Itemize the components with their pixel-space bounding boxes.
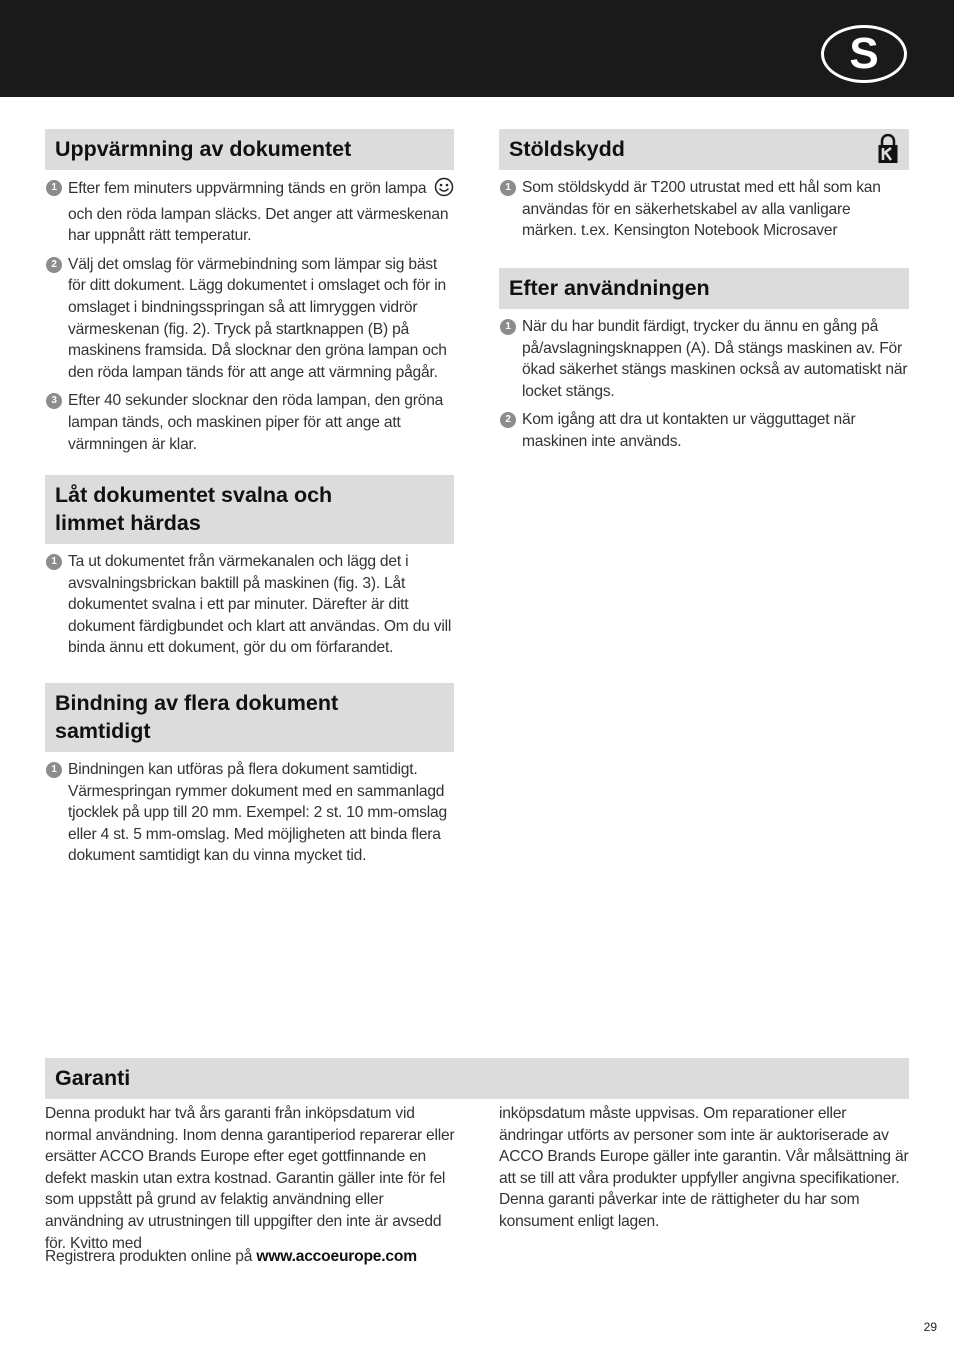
step-number: 1: [500, 319, 516, 335]
item-text-continued: och den röda lampan släcks. Det anger att värmeskenan har uppnått rätt temperatur.: [68, 205, 449, 245]
item-text: Efter fem minuters uppvärmning tänds en grön lampa: [68, 180, 427, 197]
step-number: 3: [46, 393, 62, 409]
section-title: Uppvärmning av dokumentet: [45, 129, 454, 170]
section-after: [499, 268, 909, 453]
list-item: [45, 551, 454, 659]
step-number: 1: [46, 554, 62, 570]
list-item: [499, 177, 909, 242]
list-item: [499, 316, 909, 402]
section-title-text: Stöldskydd: [509, 137, 625, 161]
section-warmup: [45, 129, 454, 455]
item-text: Ta ut dokumentet från värmekanalen och lägg det i avsvalningsbrickan baktill på maskinen (fig. 3). Låt dokumentet svalna i ett par minuter. Därefter är ditt dokument färdigbundet och klart att användas. Om du vill binda ännu ett dokument, gör du om förfarandet.: [68, 553, 452, 657]
section-multi: [45, 683, 454, 867]
list-item: [45, 759, 454, 867]
list-item: [45, 177, 454, 247]
page-number: 29: [923, 1320, 937, 1334]
section-warranty: [45, 1058, 909, 1265]
section-theft: [499, 129, 909, 242]
item-text: Välj det omslag för värmebindning som lämpar sig bäst för ditt dokument. Lägg dokumentet i omslaget och för in omslaget i bindningsspringan så att limryggen vidrör värmeskenan (fig. 2). Tryck på startknappen (B) på maskinens framsida. Då slocknar den gröna lampan och den röda lampan tänds för att ange att värmning pågår.: [68, 255, 447, 381]
warranty-text-col2: inköpsdatum måste uppvisas. Om reparationer eller ändringar utförts av personer som inte är auktoriserade av ACCO Brands Europe gäller inte garantin. Vår målsättning är att se till att våra produkter uppfyller angivna specifikationer. Denna garanti påverkar inte de rättigheter du har som konsument enligt lagen.: [499, 1105, 909, 1230]
kensington-lock-icon: [877, 134, 899, 171]
register-link[interactable]: www.accoeurope.com: [256, 1248, 417, 1265]
section-title: Låt dokumentet svalna och limmet härdas: [45, 475, 454, 544]
section-title: [499, 129, 909, 170]
list-item: [499, 409, 909, 452]
list-item: [45, 390, 454, 455]
step-number: 2: [500, 412, 516, 428]
item-text: Kom igång att dra ut kontakten ur vägguttaget när maskinen inte används.: [522, 411, 856, 450]
list-item: [45, 254, 454, 384]
item-text: Efter 40 sekunder slocknar den röda lampan, den gröna lampan tänds, och maskinen piper för att ange att värmningen är klar.: [68, 392, 444, 453]
section-title: Efter användningen: [499, 268, 909, 309]
header-bar: [0, 0, 954, 97]
smiley-icon: [434, 177, 454, 204]
item-text: Som stöldskydd är T200 utrustat med ett hål som kan användas för en säkerhetskabel av alla vanligare märken. t.ex. Kensington Notebook Microsaver: [522, 179, 881, 240]
item-text: Bindningen kan utföras på flera dokument samtidigt. Värmespringan rymmer dokument med en sammanlagd tjocklek på upp till 20 mm. Exempel: 2 st. 10 mm-omslag eller 4 st. 5 mm-omslag. Med möjligheten att binda flera dokument samtidigt kan du vinna mycket tid.: [68, 761, 447, 865]
section-title: Bindning av flera dokument samtidigt: [45, 683, 454, 752]
step-number: 1: [500, 180, 516, 196]
section-cool: [45, 475, 454, 659]
item-text: När du har bundit färdigt, trycker du ännu en gång på på/avslagningsknappen (A). Då stängs maskinen av. För ökad säkerhet stängs maskinen också av automatiskt när locket stängs.: [522, 318, 908, 400]
step-number: 1: [46, 762, 62, 778]
warranty-text-col1: Denna produkt har två års garanti från inköpsdatum vid normal användning. Inom denna garantiperiod reparerar eller ersätter ACCO Brands Europe efter eget gottfinnande en defekt maskin utan extra kostnad. Garantin gäller inte för fel som uppstått på grund av felaktig användning eller användning av utrustningen till uppgifter den inte är avsedd för. Kvitto med: [45, 1105, 455, 1252]
register-text: Registrera produkten online på: [45, 1248, 257, 1265]
step-number: 2: [46, 257, 62, 273]
language-badge: S: [821, 25, 907, 83]
section-title: Garanti: [45, 1058, 909, 1099]
step-number: 1: [46, 180, 62, 196]
register-line: [45, 1246, 465, 1268]
